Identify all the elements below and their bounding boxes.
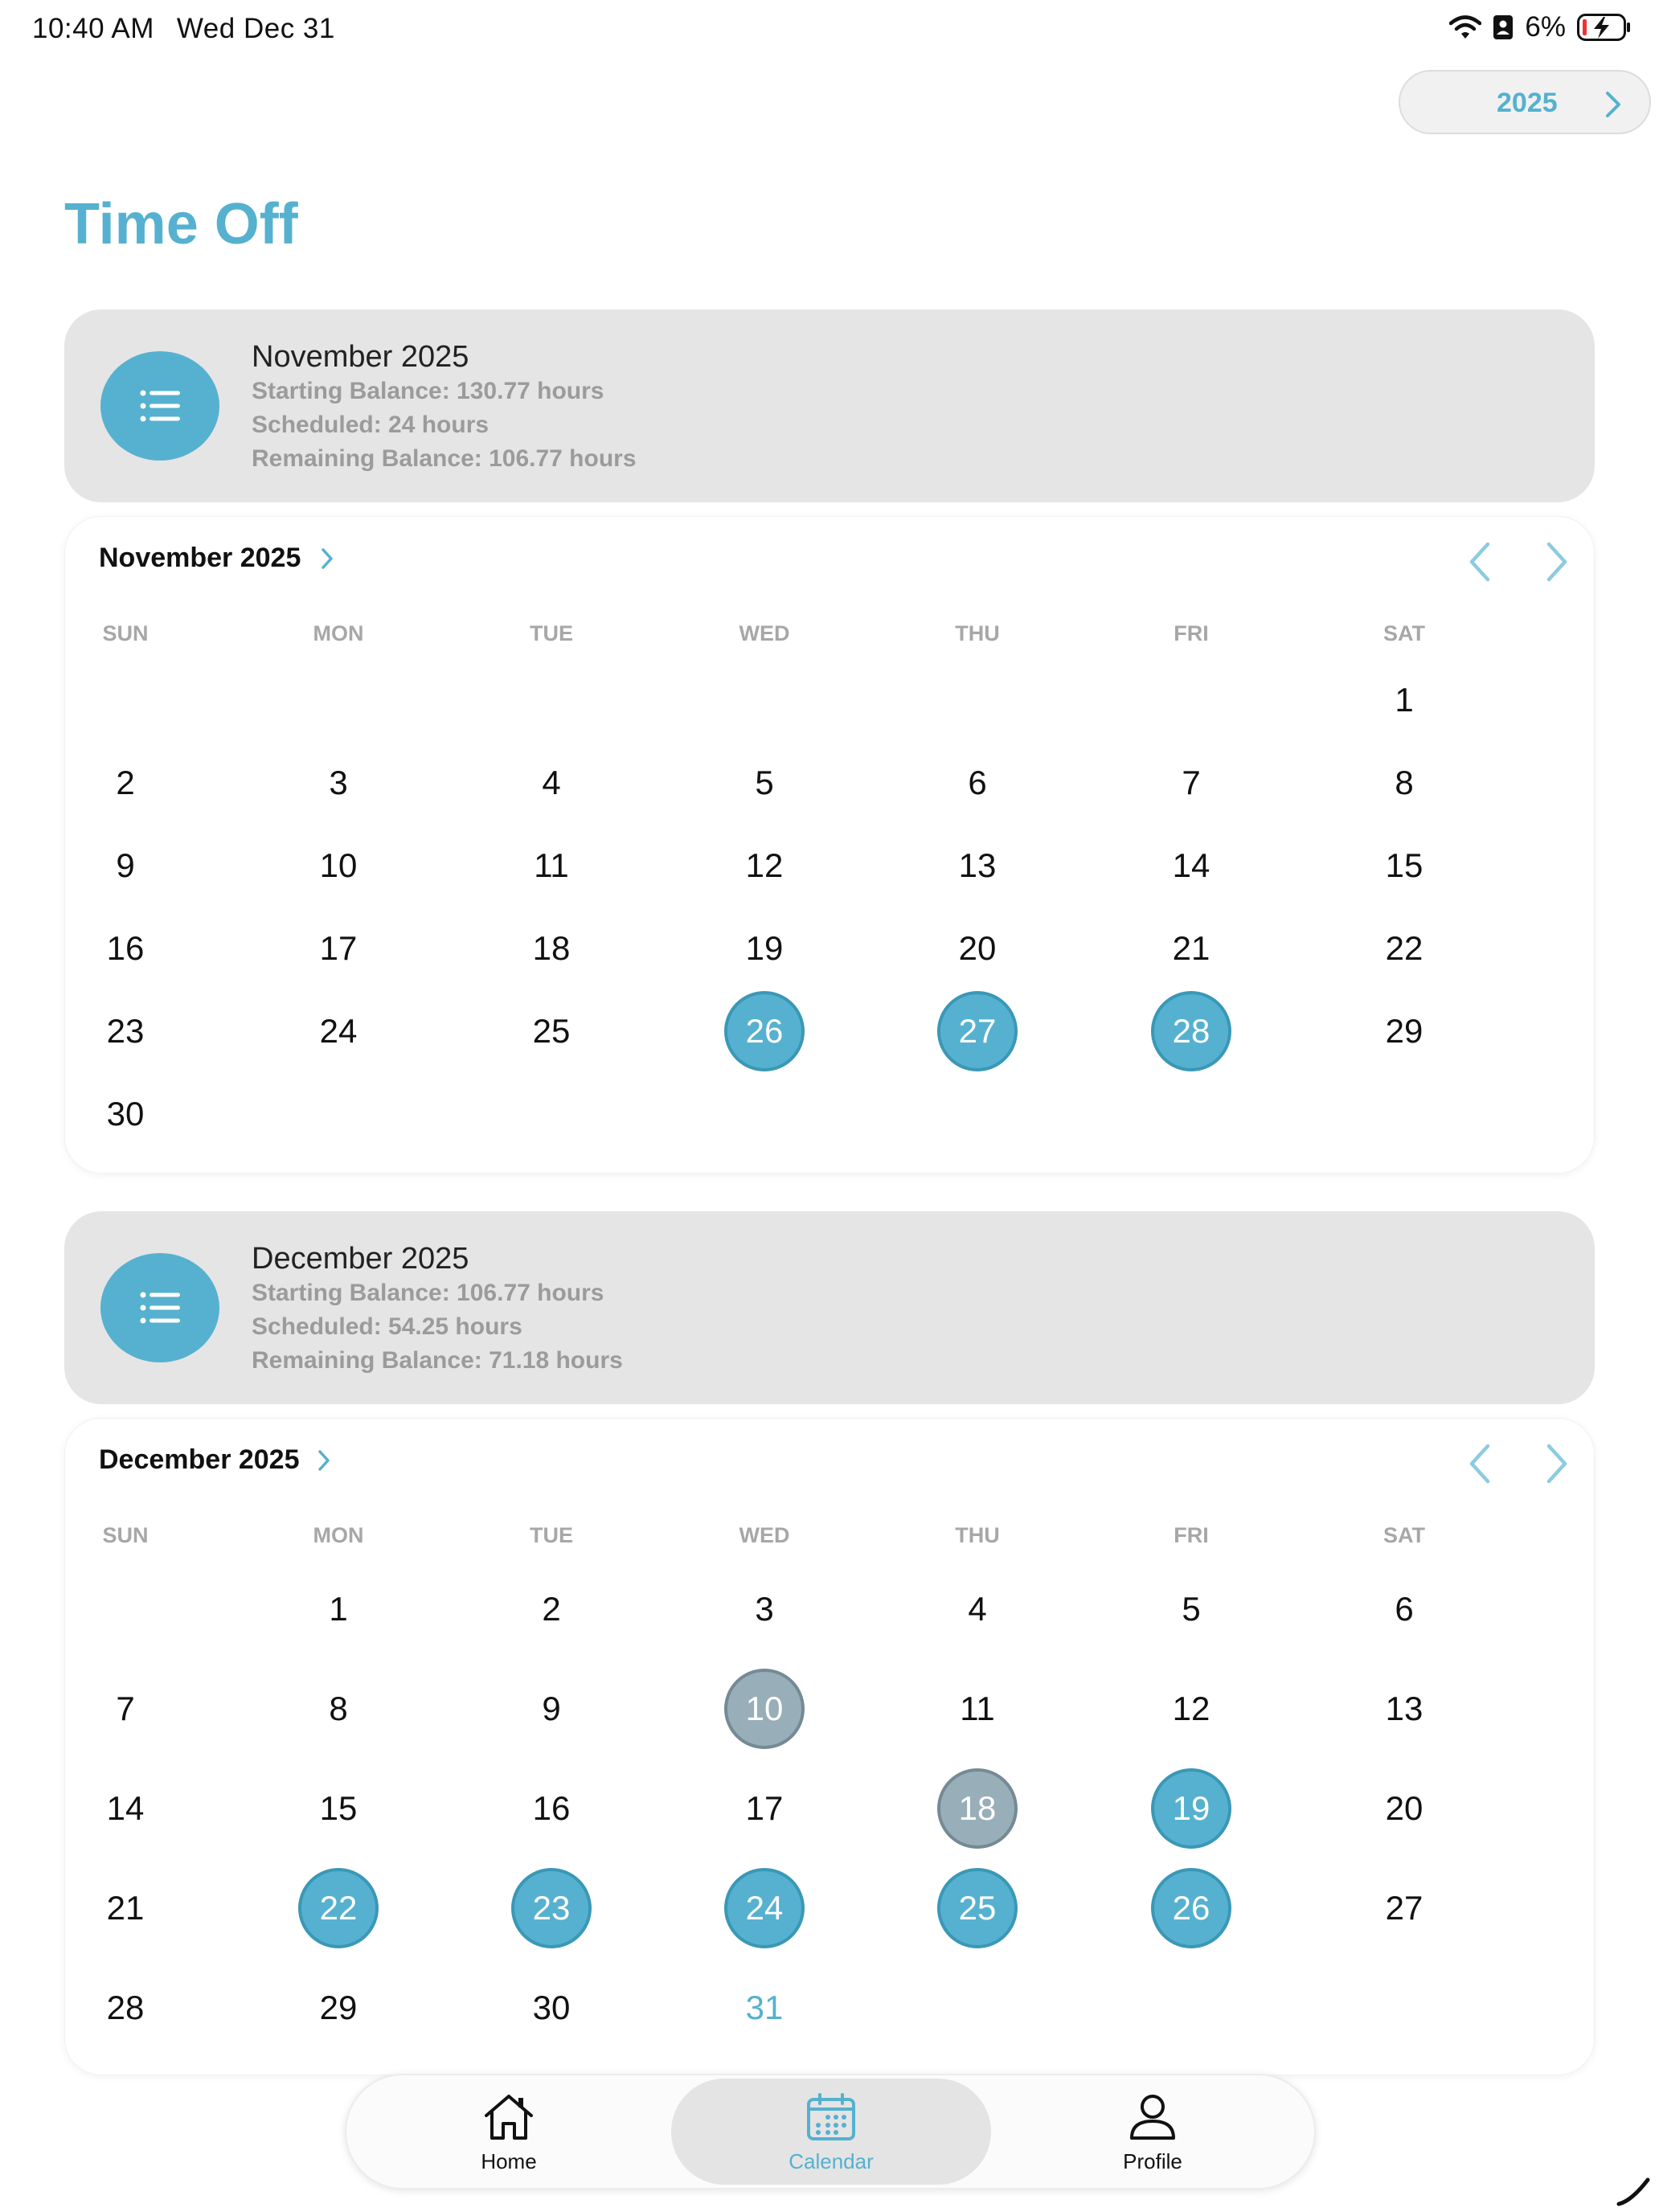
calendar-day-1[interactable]: 1 — [1395, 681, 1414, 719]
weekday-header-fri: FRI — [1174, 1523, 1209, 1547]
chevron-right-icon[interactable] — [316, 1449, 332, 1472]
calendar-day-28[interactable]: 28 — [106, 1989, 145, 2026]
status-time-date — [32, 13, 335, 45]
scheduled-hours: Scheduled: 24 hours — [252, 412, 490, 438]
wifi-icon — [1449, 14, 1481, 40]
calendar-day-11[interactable]: 11 — [534, 846, 569, 884]
calendar-day-17[interactable]: 17 — [319, 929, 358, 967]
calendar-day-23[interactable]: 23 — [511, 1868, 592, 1948]
calendar-day-13[interactable]: 13 — [1385, 1690, 1423, 1727]
calendar-day-15[interactable]: 15 — [1385, 846, 1423, 884]
tab-home[interactable] — [349, 2075, 669, 2191]
calendar-day-27[interactable]: 27 — [1385, 1889, 1423, 1927]
calendar-day-18[interactable]: 18 — [532, 929, 571, 967]
list-view-button[interactable] — [100, 1253, 219, 1362]
calendar-day-19[interactable]: 19 — [745, 929, 784, 967]
calendar-day-21[interactable]: 21 — [1172, 929, 1210, 967]
weekday-header-sun: SUN — [102, 1523, 149, 1547]
next-month-button[interactable] — [1541, 541, 1573, 583]
calendar-day-6[interactable]: 6 — [968, 764, 987, 801]
list-icon — [140, 1288, 180, 1327]
calendar-icon — [806, 2093, 856, 2141]
calendar-day-11[interactable]: 11 — [960, 1690, 995, 1727]
home-icon — [482, 2093, 535, 2141]
weekday-header-sat: SAT — [1383, 1523, 1425, 1547]
calendar-day-5[interactable]: 5 — [1182, 1590, 1201, 1628]
calendar-day-27[interactable]: 27 — [937, 991, 1018, 1071]
weekday-header-tue: TUE — [530, 621, 573, 645]
calendar-day-24[interactable]: 24 — [724, 1868, 805, 1948]
calendar-day-16[interactable]: 16 — [532, 1789, 571, 1827]
calendar-day-7[interactable]: 7 — [1182, 764, 1201, 801]
bottom-tab-bar — [345, 2074, 1316, 2189]
calendar-day-22[interactable]: 22 — [1385, 929, 1423, 967]
calendar-day-30[interactable]: 30 — [106, 1095, 145, 1133]
tab-calendar[interactable] — [671, 2075, 991, 2191]
summary-title: November 2025 — [252, 340, 469, 374]
calendar-day-8[interactable]: 8 — [329, 1690, 348, 1727]
weekday-header-wed: WED — [739, 1523, 790, 1547]
calendar-day-4[interactable]: 4 — [542, 764, 561, 801]
calendar-day-29[interactable]: 29 — [1385, 1012, 1423, 1050]
battery-charging-icon — [1577, 14, 1632, 41]
weekday-header-mon: MON — [313, 1523, 364, 1547]
tab-label: Home — [481, 2149, 537, 2173]
calendar-day-20[interactable]: 20 — [958, 929, 997, 967]
tab-label: Calendar — [789, 2149, 874, 2173]
weekday-header-mon: MON — [313, 621, 364, 645]
calendar-december — [64, 1418, 1595, 2075]
chevron-right-icon — [1601, 91, 1625, 118]
weekday-header-wed: WED — [739, 621, 790, 645]
calendar-day-17[interactable]: 17 — [745, 1789, 784, 1827]
year-label: 2025 — [1497, 88, 1558, 118]
calendar-day-7[interactable]: 7 — [116, 1690, 135, 1727]
calendar-day-1[interactable]: 1 — [329, 1590, 348, 1628]
calendar-day-28[interactable]: 28 — [1151, 991, 1231, 1071]
chevron-right-icon[interactable] — [319, 547, 335, 570]
weekday-header-thu: THU — [955, 1523, 1000, 1547]
calendar-day-16[interactable]: 16 — [106, 929, 145, 967]
calendar-day-24[interactable]: 24 — [319, 1012, 358, 1050]
weekday-header-thu: THU — [955, 621, 1000, 645]
calendar-day-25[interactable]: 25 — [937, 1868, 1018, 1948]
list-view-button[interactable] — [100, 351, 219, 461]
previous-month-button[interactable] — [1464, 1443, 1496, 1485]
pencil-scribble-icon — [1616, 2175, 1651, 2207]
calendar-day-18[interactable]: 18 — [937, 1768, 1018, 1849]
profile-icon — [1129, 2093, 1177, 2141]
calendar-day-6[interactable]: 6 — [1395, 1590, 1414, 1628]
calendar-day-9[interactable]: 9 — [542, 1690, 561, 1727]
next-month-button[interactable] — [1541, 1443, 1573, 1485]
status-date: Wed Dec 31 — [176, 13, 335, 44]
calendar-day-15[interactable]: 15 — [319, 1789, 358, 1827]
calendar-day-3[interactable]: 3 — [329, 764, 348, 801]
weekday-header-sat: SAT — [1383, 621, 1425, 645]
previous-month-button[interactable] — [1464, 541, 1496, 583]
calendar-day-2[interactable]: 2 — [116, 764, 135, 801]
calendar-day-31[interactable]: 31 — [745, 1989, 784, 2026]
calendar-day-8[interactable]: 8 — [1395, 764, 1414, 801]
status-bar — [0, 0, 1659, 61]
calendar-day-14[interactable]: 14 — [106, 1789, 145, 1827]
tab-profile[interactable] — [993, 2075, 1313, 2191]
calendar-day-4[interactable]: 4 — [968, 1590, 987, 1628]
summary-card-december — [64, 1211, 1595, 1404]
calendar-day-23[interactable]: 23 — [106, 1012, 145, 1050]
calendar-day-21[interactable]: 21 — [106, 1889, 145, 1927]
status-indicators — [1449, 11, 1632, 43]
weekday-header-sun: SUN — [102, 621, 149, 645]
calendar-day-14[interactable]: 14 — [1172, 846, 1210, 884]
calendar-day-26[interactable]: 26 — [1151, 1868, 1231, 1948]
calendar-month-title[interactable]: December 2025 — [99, 1444, 300, 1475]
calendar-day-9[interactable]: 9 — [116, 846, 135, 884]
calendar-day-12[interactable]: 12 — [745, 846, 784, 884]
calendar-month-title[interactable]: November 2025 — [99, 543, 301, 573]
contact-card-icon — [1493, 14, 1514, 40]
year-selector[interactable] — [1399, 70, 1651, 134]
summary-title: December 2025 — [252, 1242, 469, 1276]
calendar-day-19[interactable]: 19 — [1151, 1768, 1231, 1849]
weekday-header-fri: FRI — [1174, 621, 1209, 645]
starting-balance: Starting Balance: 106.77 hours — [252, 1280, 604, 1306]
calendar-day-10[interactable]: 10 — [724, 1669, 805, 1749]
remaining-balance: Remaining Balance: 106.77 hours — [252, 445, 637, 472]
calendar-day-12[interactable]: 12 — [1172, 1690, 1210, 1727]
summary-card-november — [64, 309, 1595, 502]
starting-balance: Starting Balance: 130.77 hours — [252, 378, 604, 404]
remaining-balance: Remaining Balance: 71.18 hours — [252, 1347, 623, 1374]
battery-percent: 6% — [1525, 11, 1566, 43]
status-time: 10:40 AM — [32, 13, 154, 44]
calendar-day-10[interactable]: 10 — [319, 846, 358, 884]
calendar-november — [64, 516, 1595, 1174]
calendar-day-25[interactable]: 25 — [532, 1012, 571, 1050]
calendar-day-29[interactable]: 29 — [319, 1989, 358, 2026]
calendar-day-5[interactable]: 5 — [755, 764, 774, 801]
page-title: Time Off — [64, 192, 298, 256]
weekday-header-tue: TUE — [530, 1523, 573, 1547]
list-icon — [140, 387, 180, 425]
scheduled-hours: Scheduled: 54.25 hours — [252, 1313, 522, 1340]
calendar-day-22[interactable]: 22 — [298, 1868, 379, 1948]
tab-label: Profile — [1123, 2149, 1182, 2173]
calendar-day-20[interactable]: 20 — [1385, 1789, 1423, 1827]
calendar-day-30[interactable]: 30 — [532, 1989, 571, 2026]
calendar-day-13[interactable]: 13 — [958, 846, 997, 884]
calendar-day-2[interactable]: 2 — [542, 1590, 561, 1628]
calendar-day-26[interactable]: 26 — [724, 991, 805, 1071]
calendar-day-3[interactable]: 3 — [755, 1590, 774, 1628]
